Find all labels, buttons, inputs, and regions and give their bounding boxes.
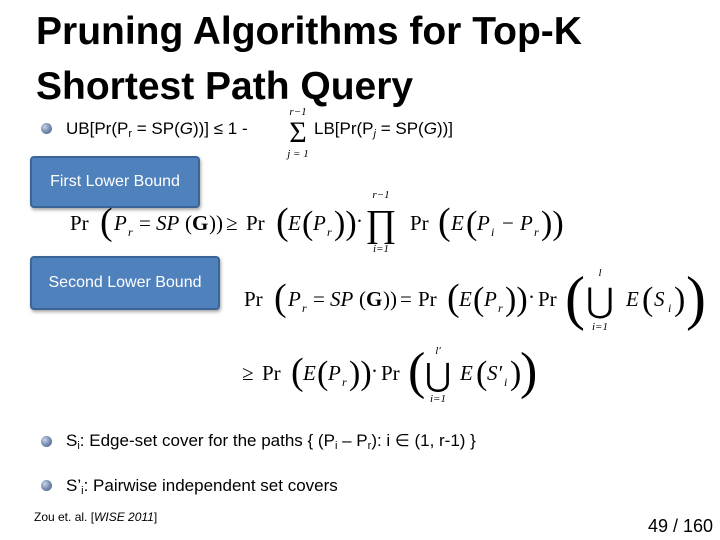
f2-paren: (: [359, 287, 366, 311]
f1-minus: −: [502, 211, 514, 235]
f2-paren: ): [674, 281, 686, 318]
second-lower-bound-box: [30, 256, 220, 310]
b3-sub: i: [81, 485, 84, 497]
b2-sub1: i: [77, 440, 80, 452]
f1-prod-lower: i=1: [373, 243, 389, 255]
f2-paren: (: [642, 281, 654, 318]
f2-paren: )): [383, 287, 397, 311]
f3-E1: E: [303, 361, 316, 385]
f1-paren: )): [334, 205, 357, 242]
sum-lower-limit: j = 1: [287, 148, 309, 160]
b2-sub3: r: [367, 440, 372, 452]
f2-S: S: [654, 287, 665, 311]
bullet-marker: [41, 436, 52, 447]
ub-lhs-b: = SP(: [132, 119, 180, 138]
f2-cup-lower: i=1: [592, 321, 608, 333]
f1-ge: ≥: [226, 211, 238, 235]
ub-rhs-sub: j: [373, 128, 376, 140]
f2-E1: E: [459, 287, 472, 311]
f3-paren: (: [291, 351, 304, 393]
f1-paren: (: [438, 201, 451, 243]
citation: [34, 510, 157, 524]
bullet-marker: [41, 123, 52, 134]
f1-P4: P: [520, 211, 533, 235]
f2-pr2: Pr: [418, 287, 437, 311]
ub-lhs-sub: r: [128, 128, 133, 140]
f3-pr1: Pr: [262, 361, 281, 385]
ub-lhs-a: UB[Pr(P: [66, 119, 129, 138]
b2-d: ): i ∈ (1, r-1) }: [371, 431, 476, 450]
b2-b: : Edge-set cover for the paths { (P: [79, 431, 335, 450]
citation-venue: WISE 2011: [94, 510, 154, 524]
f2-eq1: =: [313, 287, 325, 311]
first-lower-bound-label: First Lower Bound: [50, 173, 180, 190]
ub-rhs-c: ))]: [436, 119, 453, 138]
f3-paren: ): [510, 355, 522, 392]
f3-i: i: [504, 375, 508, 389]
f3-paren: )): [349, 355, 372, 392]
f2-cup: ⋃: [586, 283, 614, 320]
f1-paren: (: [302, 205, 314, 242]
f1-G: G: [192, 211, 209, 235]
f1-P1: P: [114, 211, 127, 235]
f2-P1: P: [288, 287, 301, 311]
f3-cup-lower: i=1: [430, 393, 446, 405]
f2-cup-upper: l: [598, 267, 602, 279]
f1-r2: r: [327, 225, 332, 239]
f3-paren: (: [317, 355, 329, 392]
f3-P: P: [328, 361, 341, 385]
f2-r1: r: [302, 301, 307, 315]
f1-E1: E: [288, 211, 301, 235]
sum-upper-limit: r−1: [289, 106, 307, 118]
f1-paren: )): [209, 211, 223, 235]
f1-prod-upper: r−1: [372, 189, 390, 201]
f2-dot: ·: [528, 285, 535, 309]
f3-cup-upper: l′: [435, 345, 441, 357]
f1-pr3: Pr: [410, 211, 429, 235]
lower-bound-term: [314, 119, 453, 140]
f1-paren: (: [466, 205, 478, 242]
ub-lhs-c: ))] ≤ 1 -: [192, 119, 248, 138]
f2-paren: )): [505, 281, 528, 318]
f2-paren: (: [473, 281, 485, 318]
edge-set-cover-definition: [66, 431, 476, 452]
upper-bound-statement: [66, 119, 248, 140]
sigma-glyph: Σ: [289, 116, 307, 149]
f2-pr1: Pr: [244, 287, 263, 311]
bullet-marker: [41, 480, 52, 491]
slide-title-line1: Pruning Algorithms for Top-K: [36, 10, 582, 53]
f1-dot: ·: [356, 209, 363, 233]
f1-P2: P: [313, 211, 326, 235]
f1-paren: )): [541, 205, 564, 242]
f2-paren: (: [274, 277, 287, 319]
f1-i: i: [491, 225, 495, 239]
b2-c: – P: [337, 431, 368, 450]
f2-i: i: [668, 301, 672, 315]
f1-E2: E: [451, 211, 464, 235]
f2-eq2: =: [400, 287, 412, 311]
f3-dot: ·: [371, 359, 378, 383]
f1-pr1: Pr: [70, 211, 89, 235]
f1-paren: (: [100, 201, 113, 243]
f1-r1: r: [128, 225, 133, 239]
f2-G: G: [366, 287, 383, 311]
f2-pr3: Pr: [538, 287, 557, 311]
ub-lhs-g: G: [179, 119, 193, 138]
slide-title-line2: Shortest Path Query: [36, 65, 414, 108]
independent-set-covers-definition: [66, 476, 338, 497]
b3-b: : Pairwise independent set covers: [83, 476, 338, 495]
ub-rhs-a: LB[Pr(P: [314, 119, 374, 138]
f1-SP: SP: [156, 211, 180, 235]
b2-a: S: [66, 431, 78, 450]
f2-paren: (: [565, 266, 585, 331]
f1-paren: (: [185, 211, 192, 235]
f3-cup: ⋃: [424, 357, 452, 393]
citation-close: ]: [153, 510, 158, 524]
f2-E2: E: [626, 287, 639, 311]
second-lower-bound-continued: [240, 344, 540, 410]
f3-pr2: Pr: [381, 361, 400, 385]
f1-paren: (: [276, 201, 289, 243]
first-lower-bound-formula: [66, 186, 566, 258]
slide-title: [36, 4, 696, 114]
f1-eq: =: [139, 211, 151, 235]
b3-a: S’: [66, 476, 82, 495]
f3-r: r: [342, 375, 347, 389]
f2-P2: P: [484, 287, 497, 311]
b2-sub2: i: [334, 440, 338, 452]
sum-symbol: [278, 104, 318, 160]
f2-SP: SP: [330, 287, 354, 311]
f2-paren: ): [686, 266, 706, 331]
f2-r2: r: [498, 301, 503, 315]
f1-r3: r: [534, 225, 539, 239]
f1-prod: ∏: [365, 203, 397, 245]
second-lower-bound-formula: [240, 266, 716, 338]
f3-paren: (: [408, 344, 426, 400]
f1-P3: P: [477, 211, 490, 235]
ub-rhs-g: G: [423, 119, 437, 138]
citation-authors: Zou et. al. [: [34, 510, 95, 524]
f1-pr2: Pr: [246, 211, 265, 235]
f3-E2: E: [460, 361, 473, 385]
second-lower-bound-label: Second Lower Bound: [48, 274, 202, 291]
f3-paren: (: [476, 355, 488, 392]
f2-paren: (: [447, 277, 460, 319]
f3-ge: ≥: [242, 361, 254, 385]
f3-S: S′: [487, 361, 503, 385]
f3-paren: ): [520, 344, 538, 400]
ub-rhs-b: = SP(: [375, 119, 424, 138]
page-number: 49 / 160: [648, 516, 714, 536]
